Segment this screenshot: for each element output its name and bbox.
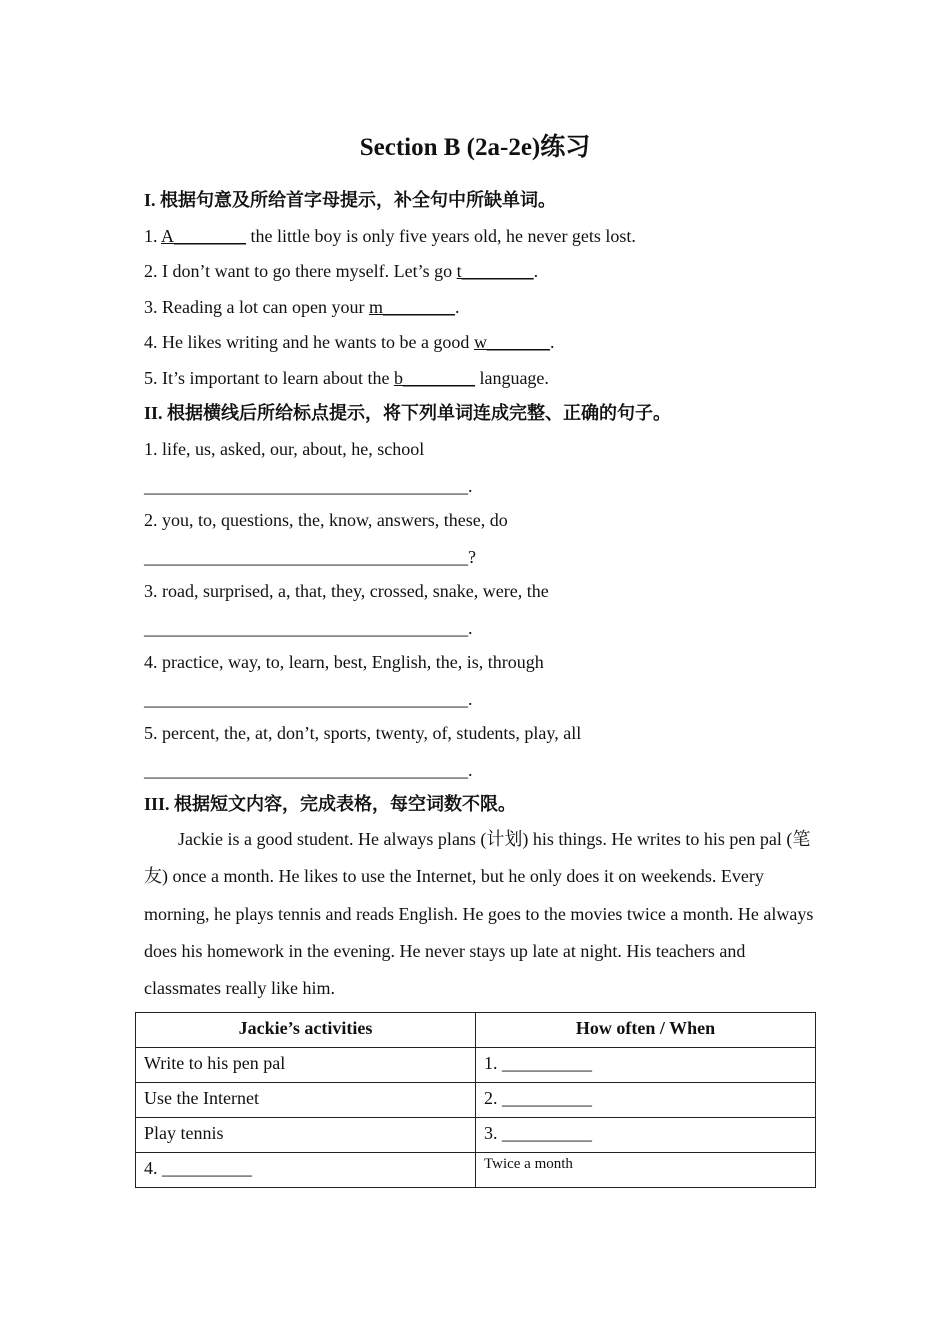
part1-item-4 (144, 330, 554, 354)
item-number: 3. (144, 297, 162, 317)
passage-text: Jackie is a good student. He always plans (计划) his things. He writes to his pen pal (笔友) once a month. He likes to use the Internet, but he only does it on weekends. Every morning, he plays tennis and reads English. He goes to the movies twice a month. He always does his homework in the evening. He never stays up late at night. His teachers and classmates really like him. (144, 829, 814, 999)
fill-blank[interactable]: m________ (368, 297, 455, 317)
column-header-activities: Jackie’s activities (136, 1013, 476, 1048)
item-text-before: It’s important to learn about the (162, 368, 394, 388)
item-text-after: . (533, 261, 539, 281)
part1-item-2 (144, 259, 538, 283)
activity-cell: Play tennis (136, 1118, 476, 1153)
fill-blank[interactable]: w_______ (473, 332, 550, 352)
table-row (136, 1118, 816, 1153)
item-number: 2. (144, 261, 162, 281)
part2-item-2-words: 2. you, to, questions, the, know, answers, these, do (144, 510, 508, 530)
frequency-cell: Twice a month (476, 1153, 816, 1188)
table-header-row (136, 1013, 816, 1048)
part1-item-5 (144, 366, 549, 390)
fill-blank[interactable]: A________ (161, 226, 247, 246)
table-row (136, 1153, 816, 1188)
answer-cell[interactable]: 2. __________ (476, 1083, 816, 1118)
fill-blank[interactable]: b________ (393, 368, 475, 388)
answer-cell[interactable]: 4. __________ (136, 1153, 476, 1188)
table-row (136, 1048, 816, 1083)
part1-item-1 (144, 224, 636, 248)
part1-heading: I. 根据句意及所给首字母提示，补全句中所缺单词。 (144, 190, 557, 210)
item-text-after: language. (474, 368, 549, 388)
table-row (136, 1083, 816, 1118)
reading-passage (144, 821, 814, 1007)
part2-item-3-answer-line[interactable]: ____________________________________. (144, 618, 473, 638)
part2-item-4-words: 4. practice, way, to, learn, best, English, the, is, through (144, 652, 544, 672)
item-text-after: . (454, 297, 460, 317)
part2-item-5-words: 5. percent, the, at, don’t, sports, twenty, of, students, play, all (144, 723, 582, 743)
item-text-before: Reading a lot can open your (162, 297, 369, 317)
column-header-frequency: How often / When (476, 1013, 816, 1048)
part1-item-3 (144, 295, 459, 319)
part2-heading: II. 根据横线后所给标点提示，将下列单词连成完整、正确的句子。 (144, 403, 672, 423)
fill-blank[interactable]: t________ (456, 261, 534, 281)
part2-item-3-words: 3. road, surprised, a, that, they, crossed, snake, were, the (144, 581, 549, 601)
item-number: 5. (144, 368, 162, 388)
part2-item-5-answer-line[interactable]: ____________________________________. (144, 760, 473, 780)
item-text-before: I don’t want to go there myself. Let’s go (162, 261, 457, 281)
item-text-after: the little boy is only five years old, he never gets lost. (246, 226, 636, 246)
part2-item-1-answer-line[interactable]: ____________________________________. (144, 476, 473, 496)
item-number: 4. (144, 332, 162, 352)
part3-heading: III. 根据短文内容，完成表格，每空词数不限。 (144, 794, 517, 814)
page-title: Section B (2a-2e)练习 (359, 134, 591, 161)
part2-item-1-words: 1. life, us, asked, our, about, he, school (144, 439, 425, 459)
answer-cell[interactable]: 1. __________ (476, 1048, 816, 1083)
item-number: 1. (144, 226, 162, 246)
item-text-after: . (549, 332, 555, 352)
part2-item-2-answer-line[interactable]: ____________________________________? (144, 547, 476, 567)
part2-item-4-answer-line[interactable]: ____________________________________. (144, 689, 473, 709)
activity-cell: Use the Internet (136, 1083, 476, 1118)
item-text-before: He likes writing and he wants to be a good (162, 332, 474, 352)
activity-cell: Write to his pen pal (136, 1048, 476, 1083)
answer-cell[interactable]: 3. __________ (476, 1118, 816, 1153)
activities-table (135, 1012, 816, 1188)
